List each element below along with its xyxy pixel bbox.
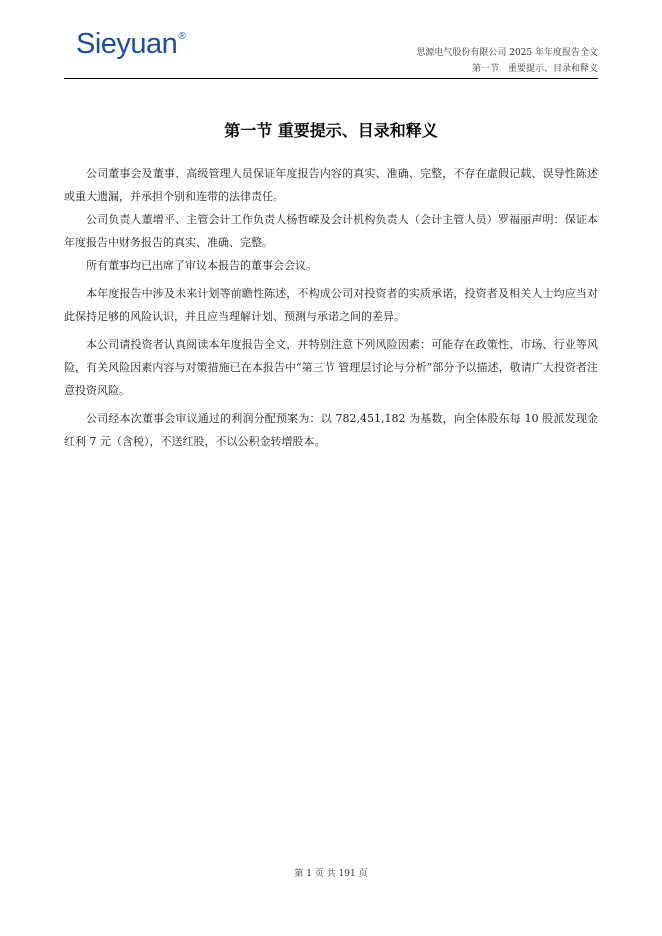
report-name: 思源电气股份有限公司 2025 年年度报告全文 <box>416 48 598 58</box>
section-name: 第一节 重要提示、目录和释义 <box>471 64 598 74</box>
important-notice-body <box>64 162 598 453</box>
running-header <box>416 45 598 77</box>
paragraph-risk-factors: 本公司请投资者认真阅读本年度报告全文，并特别注意下列风险因素：可能存在政策性、市场、行业等风险，有关风险因素内容与对策措施已在本报告中“第三节 管理层讨论与分析”部分予以描述，敬请广大投资者注意投资风险。 <box>64 338 598 397</box>
header-divider <box>64 78 598 79</box>
logo-text: Sieyuan <box>76 28 178 60</box>
page-title: 第一节 重要提示、目录和释义 <box>224 121 438 140</box>
paragraph-responsible-persons: 公司负责人董增平、主管会计工作负责人杨哲嵘及会计机构负责人（会计主管人员）罗福丽声明：保证本年度报告中财务报告的真实、准确、完整。 <box>64 213 598 249</box>
paragraph-directors-attendance: 所有董事均已出席了审议本报告的董事会会议。 <box>86 259 317 272</box>
paragraph-profit-distribution: 公司经本次董事会审议通过的利润分配预案为：以 782,451,182 为基数，向全体股东每 10 股派发现金红利 7 元（含税），不送红股，不以公积金转增股本。 <box>64 412 598 448</box>
registered-mark: ® <box>178 31 186 42</box>
page-number: 第 1 页 共 191 页 <box>294 869 368 879</box>
paragraph-board-guarantee: 公司董事会及董事、高级管理人员保证年度报告内容的真实、准确、完整，不存在虚假记载、误导性陈述或重大遗漏，并承担个别和连带的法律责任。 <box>64 167 598 203</box>
paragraph-forward-looking: 本年度报告中涉及未来计划等前瞻性陈述，不构成公司对投资者的实质承诺，投资者及相关人士均应当对此保持足够的风险认识，并且应当理解计划、预测与承诺之间的差异。 <box>64 287 598 323</box>
company-logo <box>76 30 184 59</box>
